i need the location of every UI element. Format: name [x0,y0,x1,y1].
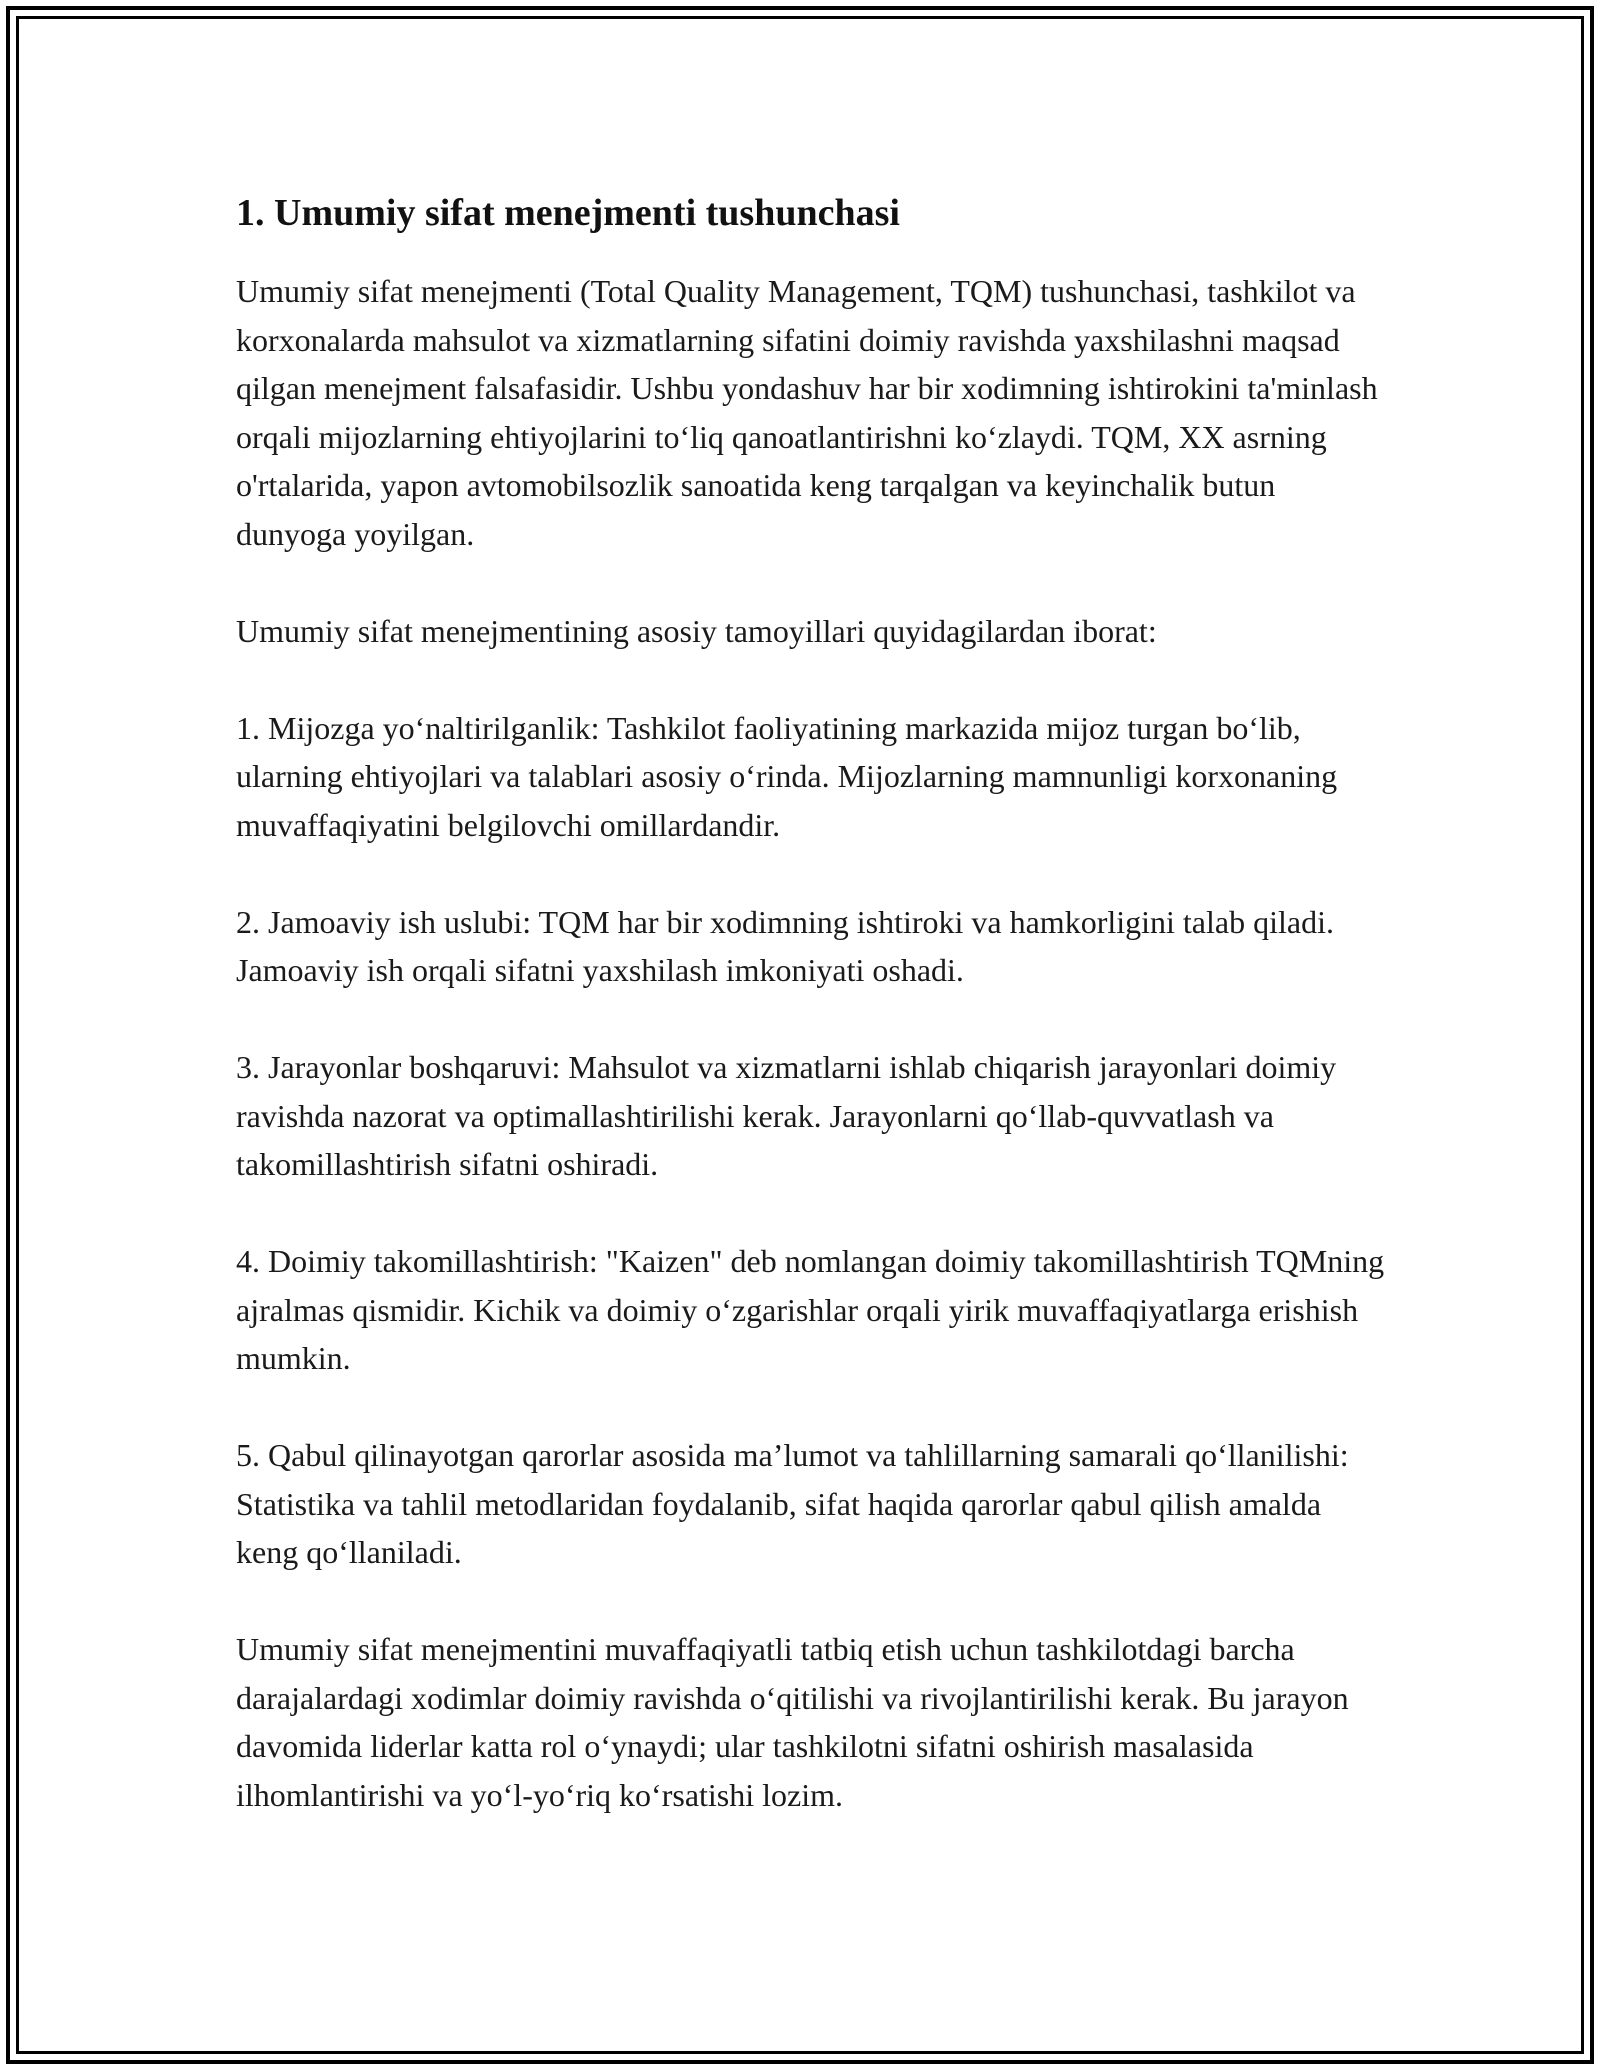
principle-1-paragraph: 1. Mijozga yo‘naltirilganlik: Tashkilot faoliyatining markazida mijoz turgan bo‘lib, ularning ehtiyojlari va talablari asosiy o‘rinda. Mijozlarning mamnunligi korxonaning muvaffaqiyatini belgilovchi omillardandir. [236,709,1338,843]
principles-lead-paragraph: Umumiy sifat menejmentining asosiy tamoyillari quyidagilardan iborat: [236,612,1157,649]
conclusion-paragraph: Umumiy sifat menejmentini muvaffaqiyatli tatbiq etish uchun tashkilotdagi barcha darajalardagi xodimlar doimiy ravishda o‘qitilishi va rivojlantirilishi kerak. Bu jarayon davomida liderlar katta rol o‘ynaydi; ular tashkilotni sifatni oshirish masalasida ilhomlantirishi va yo‘l-yo‘riq ko‘rsatishi lozim. [236,1631,1349,1813]
principle-3-paragraph: 3. Jarayonlar boshqaruvi: Mahsulot va xizmatlarni ishlab chiqarish jarayonlari doimiy ravishda nazorat va optimallashtirilishi kerak. Jarayonlarni qo‘llab-quvvatlash va takomillashtirish sifatni oshiradi. [236,1049,1337,1182]
intro-paragraph: Umumiy sifat menejmenti (Total Quality Management, TQM) tushunchasi, tashkilot va korxonalarda mahsulot va xizmatlarning sifatini doimiy ravishda yaxshilashni maqsad qilgan menejment falsafasidir. Ushbu yondashuv har bir xodimning ishtirokini ta'minlash orqali mijozlarning ehtiyojlarini to‘liq qanoatlantirishni ko‘zlaydi. TQM, XX asrning o'rtalarida, yapon avtomobilsozlik sanoatida keng tarqalgan va keyinchalik butun dunyoga yoyilgan. [236,273,1378,552]
principle-4-paragraph: 4. Doimiy takomillashtirish: "Kaizen" deb nomlangan doimiy takomillashtirish TQMning ajralmas qismidir. Kichik va doimiy o‘zgarishlar orqali yirik muvaffaqiyatlarga erishish mumkin. [236,1243,1385,1376]
principle-5-paragraph: 5. Qabul qilinayotgan qarorlar asosida ma’lumot va tahlillarning samarali qo‘llanilishi: Statistika va tahlil metodlaridan foydalanib, sifat haqida qarorlar qabul qilish amalda keng qo‘llaniladi. [236,1437,1349,1570]
document-body [236,185,1386,1868]
document-title: 1. Umumiy sifat menejmenti tushunchasi [236,192,900,234]
principle-2-paragraph: 2. Jamoaviy ish uslubi: TQM har bir xodimning ishtiroki va hamkorligini talab qiladi. Jamoaviy ish orqali sifatni yaxshilash imkoniyati oshadi. [236,903,1334,988]
